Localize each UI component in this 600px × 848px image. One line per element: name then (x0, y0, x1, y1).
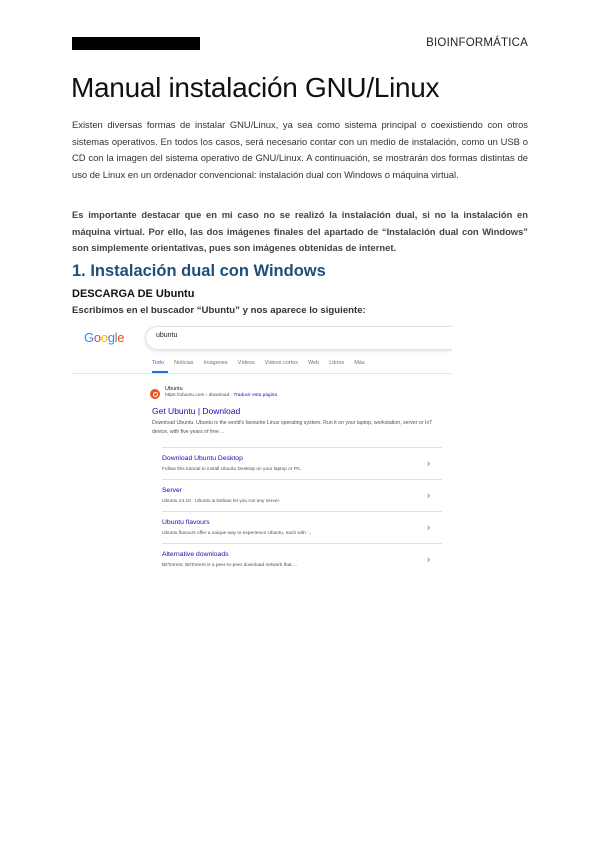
intro-paragraph: Existen diversas formas de instalar GNU/Linux, ya sea como sistema principal o coexistiendo con otros sistemas operativos. En todos los casos, será necesario contar con un medio de instalación, como un USB o CD con la imagen del sistema operativo de GNU/Linux. A continuación, se mostrarán dos formas distintas de uso de Linux en un ordenador convencional: instalación dual con Windows o máquina virtual. (72, 119, 528, 180)
chevron-right-icon: › (427, 458, 430, 468)
sitelink-alternative-downloads[interactable] (162, 543, 442, 568)
result-title-link[interactable]: Get Ubuntu | Download (152, 406, 241, 416)
tab-noticias[interactable]: Noticias (173, 360, 194, 366)
subsection-heading: DESCARGA DE Ubuntu (72, 288, 195, 300)
sitelink-flavours[interactable] (162, 511, 442, 536)
sitelink-title[interactable]: Ubuntu flavours (162, 519, 210, 526)
sitelink-desc: Ubuntu flavours offer a unique way to experience Ubuntu, each with ... (162, 531, 312, 536)
tab-imagenes[interactable]: Imágenes (203, 360, 228, 366)
ubuntu-favicon-icon (150, 389, 160, 399)
sitelink-desc: BitTorrent. BitTorrent is a peer-to-peer download network that ... (162, 563, 297, 568)
chevron-right-icon: › (427, 490, 430, 500)
google-logo: Google (84, 330, 125, 345)
search-tabs (152, 360, 365, 366)
document-title: Manual instalación GNU/Linux (71, 72, 440, 103)
tab-videos[interactable]: Vídeos (237, 360, 255, 366)
sitelink-download-desktop[interactable] (162, 447, 442, 472)
result-snippet: Download Ubuntu. Ubuntu is the world's favourite Linux operating system. Run it on your laptop, workstation, server or IoT device, with five years of free ... (152, 420, 433, 435)
chevron-right-icon: › (427, 554, 430, 564)
sitelink-server[interactable] (162, 479, 442, 504)
tab-libros[interactable]: Libros (329, 360, 345, 366)
sitelink-title[interactable]: Alternative downloads (162, 551, 229, 558)
sitelink-title[interactable]: Server (162, 487, 183, 494)
search-input[interactable] (145, 326, 452, 350)
google-search-screenshot (72, 322, 452, 590)
result-site-name: Ubuntu (165, 386, 183, 392)
search-query-text: ubuntu (156, 332, 178, 339)
sitelink-desc: Ubuntu 24.10 · Ubuntu & Debian let you run any server. (162, 499, 281, 504)
header-course-label: BIOINFORMÁTICA (426, 37, 528, 49)
tab-web[interactable]: Web (308, 360, 320, 366)
sitelink-title[interactable]: Download Ubuntu Desktop (162, 455, 243, 462)
sitelink-desc: Follow this tutorial to install Ubuntu Desktop on your laptop or PC. (162, 467, 302, 472)
tabs-divider (72, 373, 452, 374)
tab-mas[interactable]: Más (354, 360, 365, 366)
redacted-name-bar (72, 37, 200, 50)
translate-link[interactable]: Traducir esta página (233, 393, 278, 398)
section-intro-text: Escribimos en el buscador “Ubuntu” y nos aparece lo siguiente: (72, 305, 366, 316)
section-heading: 1. Instalación dual con Windows (72, 262, 326, 280)
result-url-text[interactable]: https://ubuntu.com › download (165, 393, 230, 398)
tab-videos-cortos[interactable]: Videos cortos (264, 360, 299, 366)
chevron-right-icon: › (427, 522, 430, 532)
tab-todo[interactable]: Todo (152, 360, 164, 366)
note-paragraph: Es importante destacar que en mi caso no se realizó la instalación dual, si no la instalación en máquina virtual. Por ello, las dos imágenes finales del apartado de “Instalación dual con Windows” son simplemente orientativas, pues son imágenes obtenidas de internet. (72, 209, 528, 254)
result-site-url: https://ubuntu.com › download · Traducir esta página (165, 393, 278, 398)
